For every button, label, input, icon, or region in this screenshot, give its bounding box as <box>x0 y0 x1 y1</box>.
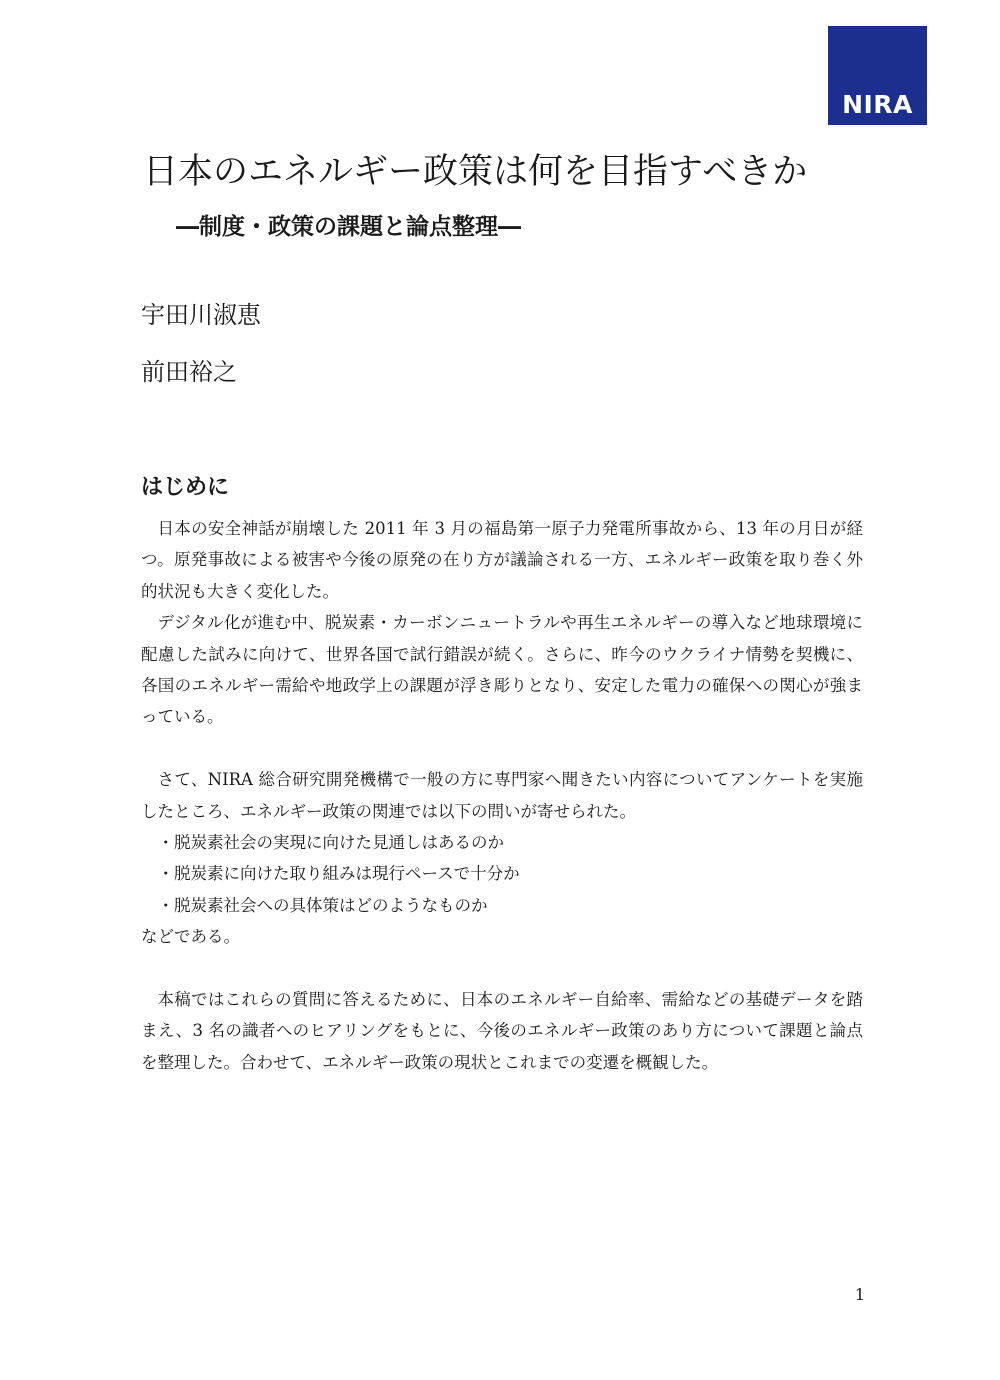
body-text <box>141 513 863 1078</box>
author-name: 前田裕之 <box>141 358 237 386</box>
paragraph: デジタル化が進む中、脱炭素・カーボンニュートラルや再生エネルギーの導入など地球環境に配慮した試みに向けて、世界各国で試行錯誤が続く。さらに、昨今のウクライナ情勢を契機に、各国のエネルギー需給や地政学上の課題が浮き彫りとなり、安定した電力の確保への関心が強まっている。 <box>141 613 863 727</box>
nira-logo <box>828 26 927 125</box>
bullets-closing: などである。 <box>141 927 240 947</box>
section-heading: はじめに <box>141 475 230 500</box>
page-number: 1 <box>854 1285 865 1304</box>
paragraph: 日本の安全神話が崩壊した 2011 年 3 月の福島第一原子力発電所事故から、13 年の月日が経つ。原発事故による被害や今後の原発の在り方が議論される一方、エネルギー政策を取り巻く外的状況も大きく変化した。 <box>141 519 863 601</box>
paragraph: さて、NIRA 総合研究開発機構で一般の方に専門家へ聞きたい内容についてアンケートを実施したところ、エネルギー政策の関連では以下の問いが寄せられた。 <box>141 770 863 821</box>
nira-logo-text: NIRA <box>842 90 913 119</box>
bullet-item: ・脱炭素社会への具体策はどのようなものか <box>157 895 488 915</box>
paragraph: 本稿ではこれらの質問に答えるために、日本のエネルギー自給率、需給などの基礎データを踏まえ、3 名の識者へのヒアリングをもとに、今後のエネルギー政策のあり方について課題と論点を整理した。合わせて、エネルギー政策の現状とこれまでの変遷を概観した。 <box>141 990 863 1072</box>
paragraph-spacer <box>141 953 863 984</box>
document-subtitle: ―制度・政策の課題と論点整理― <box>176 214 521 240</box>
author-name: 宇田川淑恵 <box>141 301 261 329</box>
bullet-item: ・脱炭素に向けた取り組みは現行ペースで十分か <box>157 864 520 884</box>
bullet-item: ・脱炭素社会の実現に向けた見通しはあるのか <box>157 833 504 853</box>
document-title: 日本のエネルギー政策は何を目指すべきか <box>143 152 808 192</box>
paragraph-spacer <box>141 733 863 764</box>
